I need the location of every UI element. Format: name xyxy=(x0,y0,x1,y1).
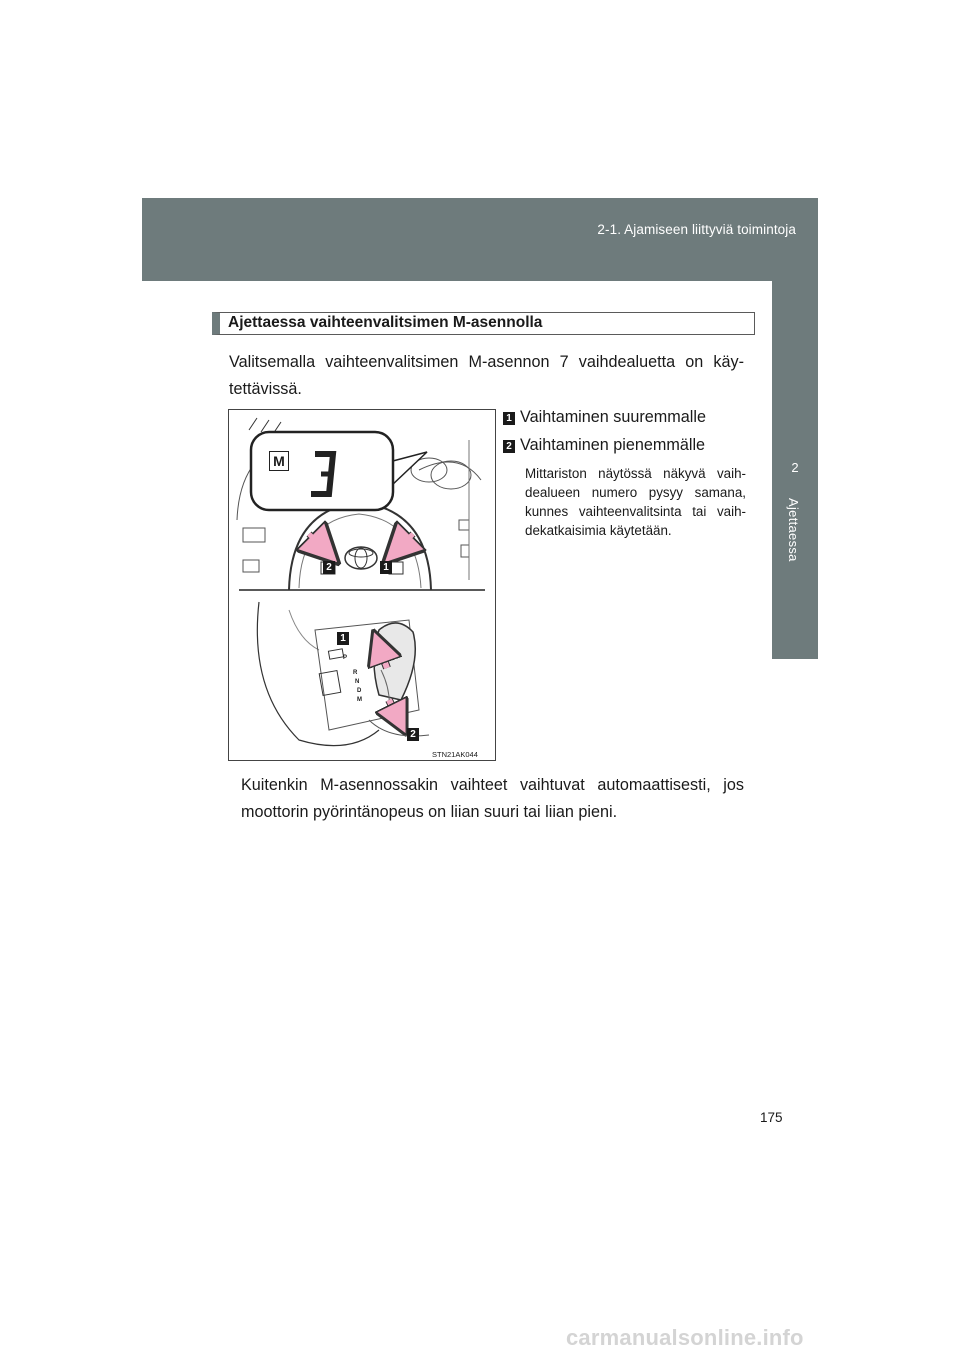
callout-badge-down-lever: 2 xyxy=(407,728,419,741)
display-gear-number xyxy=(345,450,346,451)
chapter-label: Ajettaessa xyxy=(786,498,801,562)
shift-illustration xyxy=(228,409,496,761)
selector-label-n: N xyxy=(355,679,360,685)
selector-label-d: D xyxy=(357,688,362,694)
section-title: 2-1. Ajamiseen liittyviä toimintoja xyxy=(597,222,796,237)
selector-label-p: P xyxy=(343,655,348,661)
legend-text-1: Vaihtaminen suuremmalle xyxy=(520,408,706,426)
chapter-number: 2 xyxy=(791,460,799,475)
legend-badge-2: 2 xyxy=(503,440,515,453)
display-mode-indicator: M xyxy=(269,451,289,471)
chapter-tab xyxy=(772,281,818,659)
section-heading xyxy=(212,312,755,335)
intro-paragraph: Valitsemalla vaihteenvalitsimen M-asennon 7 vaihdealuetta on käy-tettävissä. xyxy=(229,353,744,398)
callout-badge-up-lever: 1 xyxy=(337,632,349,645)
legend-text-2: Vaihtaminen pienemmälle xyxy=(520,436,706,454)
callout-badge-down-paddle: 2 xyxy=(323,561,335,574)
page-number: 175 xyxy=(760,1110,783,1125)
selector-label-m: M xyxy=(357,697,362,703)
outro-paragraph: Kuitenkin M-asennossakin vaihteet vaihtuvat automaattisesti, jos moottorin pyörintänopeus on liian suuri tai liian pieni. xyxy=(241,776,744,821)
legend-item-downshift xyxy=(503,436,705,455)
selector-label-r: R xyxy=(353,670,358,676)
legend-item-upshift xyxy=(503,408,706,427)
legend-badge-1: 1 xyxy=(503,412,515,425)
header-band xyxy=(142,198,818,281)
callout-badge-up-paddle: 1 xyxy=(380,561,392,574)
note-paragraph: Mittariston näytössä näkyvä vaih-dealueen numero pysyy samana, kunnes vaihteenvalitsinta tai vaih-dekatkaisimia käytetään. xyxy=(525,466,746,538)
section-heading-text: Ajettaessa vaihteenvalitsimen M-asennolla xyxy=(228,314,543,331)
watermark-text: carmanualsonline.info xyxy=(566,1325,804,1350)
figure-code: STN21AK044 xyxy=(432,750,478,759)
steering-wheel-panel xyxy=(237,418,485,590)
selector-labels xyxy=(341,654,362,705)
